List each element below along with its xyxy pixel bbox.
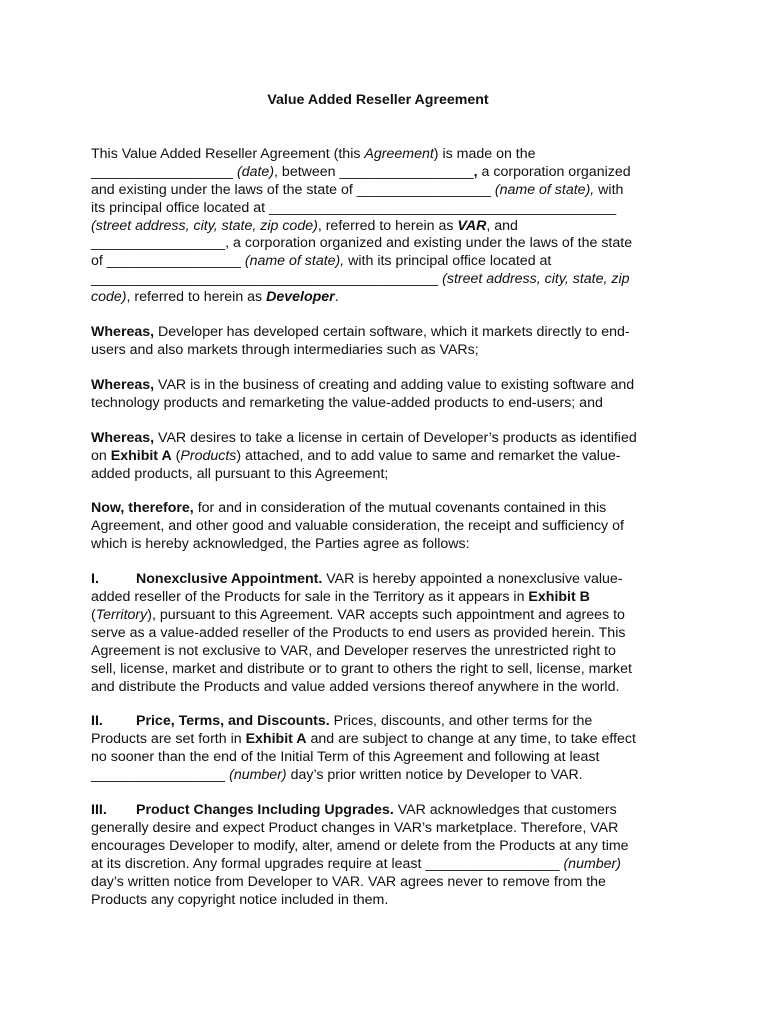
section-line (91, 802, 677, 820)
intro-text: This Value Added Reseller Agreement (this (91, 145, 365, 162)
now-therefore-paragraph (91, 500, 677, 554)
now-text: for and in consideration of the mutual covenants contained in this (193, 500, 607, 517)
whereas-line: added products, all pursuant to this Agreement; (91, 465, 389, 482)
section-text: and are subject to change at any time, to take effect (306, 731, 636, 748)
exhibit-a-ref: Exhibit A (245, 731, 307, 748)
number-hint: (number) (229, 767, 287, 784)
section-line (91, 767, 677, 785)
section-text: VAR acknowledges that customers (393, 802, 617, 819)
section-2 (91, 713, 677, 785)
intro-line (91, 164, 677, 182)
whereas-line (91, 324, 677, 342)
state-blank: and existing under the laws of the state of _________________ (91, 181, 495, 198)
intro-comma: , (473, 163, 478, 180)
now-therefore-label: Now, therefore, (91, 500, 194, 517)
section-text: added reseller of the Products for sale in the Territory as it appears in (91, 589, 529, 606)
whereas-text: VAR desires to take a license in certain of Developer’s products as identified (154, 429, 637, 446)
intro-line (91, 253, 677, 271)
whereas-text: ) attached, and to add value to same and remarket the value- (236, 447, 621, 464)
intro-line: _________________, a corporation organized and existing under the laws of the state (91, 235, 633, 252)
document-page (91, 92, 677, 927)
now-line: Agreement, and other good and valuable consideration, the receipt and sufficiency of (91, 518, 624, 535)
section-line (91, 589, 677, 607)
section-heading: Nonexclusive Appointment. (136, 571, 323, 588)
section-line: and distribute the Products and value added versions thereof anywhere in the world. (91, 678, 620, 695)
section-text: ), pursuant to this Agreement. VAR accepts such appointment and agrees to (147, 606, 625, 623)
whereas-text: VAR is in the business of creating and adding value to existing software and (154, 376, 635, 393)
section-text: day’s prior written notice by Developer to VAR. (286, 767, 583, 784)
whereas-paragraph-1 (91, 324, 677, 360)
whereas-label: Whereas, (91, 324, 155, 341)
intro-text: . (334, 289, 339, 306)
intro-line (91, 146, 677, 164)
section-text: ( (91, 606, 96, 623)
whereas-paragraph-2 (91, 377, 677, 413)
section-number: I. (91, 571, 99, 588)
whereas-label: Whereas, (91, 376, 155, 393)
whereas-line: users and also markets through intermediaries such as VARs; (91, 341, 479, 358)
section-line (91, 571, 677, 589)
whereas-label: Whereas, (91, 429, 155, 446)
section-line (91, 856, 677, 874)
intro-line: its principal office located at ____________________________________________ (91, 199, 617, 216)
section-heading: Price, Terms, and Discounts. (136, 713, 330, 730)
whereas-line (91, 430, 677, 448)
whereas-line: technology products and remarketing the value-added products to end-users; and (91, 394, 603, 411)
products-term: Products (180, 447, 237, 464)
section-line: encourages Developer to modify, alter, amend or delete from the Products at any time (91, 837, 629, 854)
date-hint: (date) (236, 163, 275, 180)
whereas-text: ( (171, 447, 181, 464)
document-title: Value Added Reseller Agreement (267, 92, 489, 108)
intro-text: , referred to herein as (317, 217, 458, 234)
number-blank: _________________ (91, 767, 230, 784)
section-line: sell, license, market and distribute or to grant to others the right to sell, license, market (91, 660, 632, 677)
section-line (91, 713, 677, 731)
section-3 (91, 802, 677, 909)
intro-line (91, 218, 677, 236)
intro-line (91, 289, 677, 307)
whereas-line (91, 448, 677, 466)
date-blank: __________________ (91, 163, 237, 180)
exhibit-a-ref: Exhibit A (110, 447, 172, 464)
intro-line (91, 271, 677, 289)
section-line: Products any copyright notice included in them. (91, 891, 389, 908)
section-number: II. (91, 713, 103, 730)
developer-term: Developer (266, 289, 335, 306)
section-heading: Product Changes Including Upgrades. (136, 802, 394, 819)
intro-text: , and (486, 217, 518, 234)
address-blank: ____________________________________________ (91, 271, 443, 288)
address-hint: (street address, city, state, zip (442, 271, 630, 288)
section-line: Agreement is not exclusive to VAR, and Developer reserves the unrestricted right to (91, 642, 616, 659)
number-hint: (number) (563, 855, 622, 872)
address-hint: (street address, city, state, zip code) (91, 217, 318, 234)
intro-text: ) is made on the (433, 145, 536, 162)
whereas-text: Developer has developed certain software, which it markets directly to end- (154, 324, 630, 341)
whereas-paragraph-3 (91, 430, 677, 484)
address-hint: code) (91, 289, 127, 306)
whereas-text: on (91, 447, 111, 464)
intro-line (91, 182, 677, 200)
section-number: III. (91, 802, 107, 819)
section-line: generally desire and expect Product changes in VAR’s marketplace. Therefore, VAR (91, 820, 619, 836)
state-hint: (name of state), (494, 181, 595, 198)
section-line (91, 731, 677, 749)
section-text: VAR is hereby appointed a nonexclusive value- (322, 571, 623, 588)
state-hint: (name of state), (244, 253, 345, 270)
section-line: day’s written notice from Developer to VAR. VAR agrees never to remove from the (91, 873, 606, 890)
now-line (91, 500, 677, 518)
state-blank: of _________________ (91, 253, 245, 270)
section-1 (91, 571, 677, 696)
section-text: Prices, discounts, and other terms for the (329, 713, 593, 730)
agreement-term: Agreement (364, 145, 434, 162)
territory-term: Territory (95, 606, 148, 623)
now-line: which is hereby acknowledged, the Parties agree as follows: (91, 536, 470, 553)
var-term: VAR (457, 217, 487, 234)
exhibit-b-ref: Exhibit B (528, 589, 590, 606)
section-text: Products are set forth in (91, 731, 246, 748)
intro-paragraph (91, 146, 677, 307)
whereas-line (91, 377, 677, 395)
number-blank: at its discretion. Any formal upgrades require at least _________________ (91, 855, 564, 872)
section-line (91, 607, 677, 625)
section-line: serve as a value-added reseller of the Products to end users as provided herein. This (91, 624, 626, 641)
intro-text: with its principal office located at (344, 253, 552, 270)
intro-text: a corporation organized (477, 163, 631, 180)
party-blank: , between _________________ (274, 163, 474, 180)
intro-text: with (594, 181, 624, 198)
intro-text: , referred to herein as (126, 289, 267, 306)
section-line: no sooner than the end of the Initial Term of this Agreement and following at least (91, 749, 600, 766)
